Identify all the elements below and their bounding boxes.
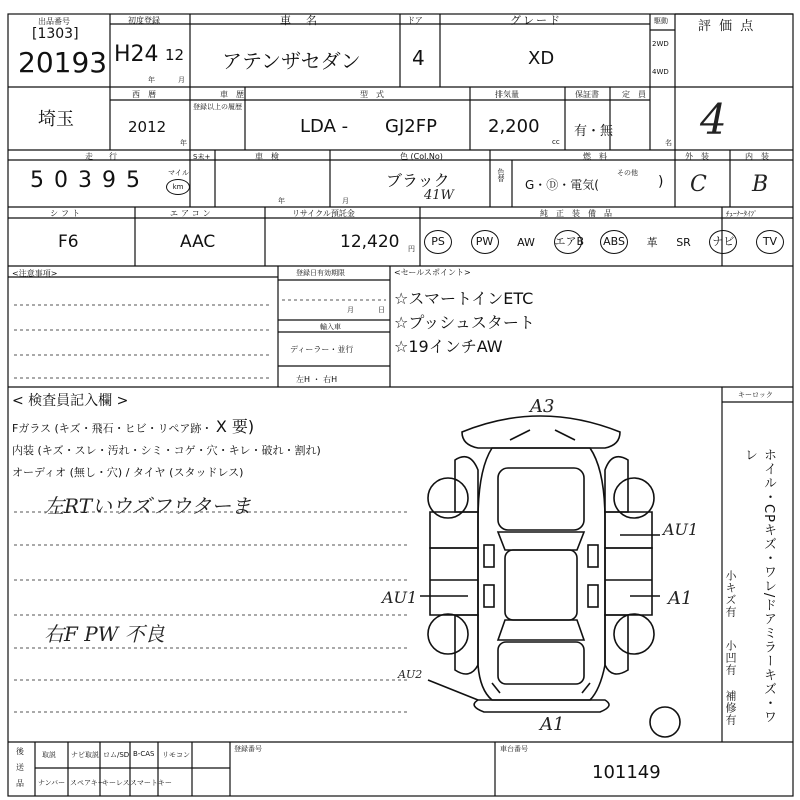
equipment-item: PW — [471, 230, 499, 254]
color-label: 色 (Col.No) — [400, 152, 443, 161]
reg-deadline-label: 登録日有効期限 — [296, 269, 345, 277]
year-unit: 年 — [180, 139, 187, 147]
chassis-number: 101149 — [592, 762, 661, 783]
footer-label-3: 品 — [16, 779, 24, 788]
footer-item: 取説 — [42, 751, 56, 759]
reg-number-label: 登録番号 — [234, 745, 262, 753]
light-right — [588, 585, 598, 607]
shift-label: シフト — [50, 209, 83, 218]
footer-item: ナンバー — [38, 779, 66, 787]
footer-item: B-CAS — [133, 750, 155, 758]
warranty-label: 保証書 — [575, 90, 599, 99]
damage-mark-left: AU1 — [382, 588, 418, 607]
equipment-item: ナビ — [709, 230, 737, 254]
prefecture: 埼玉 — [38, 109, 74, 130]
tuner-label: ﾁｭｰﾅｰﾀｲﾌﾟ — [726, 210, 758, 218]
shift-value: F6 — [58, 232, 79, 252]
mileage-digit: 9 — [102, 168, 116, 193]
car-hood — [498, 468, 584, 530]
footer-label-1: 後 — [16, 747, 24, 756]
footer-label — [16, 744, 26, 792]
handwritten-note-2: 右F PW 不良 — [44, 622, 165, 646]
footer-item: リモコン — [162, 751, 190, 759]
year-mark: 年 — [148, 76, 155, 84]
color-change-label: 色替 — [497, 168, 505, 182]
car-windshield — [498, 532, 584, 550]
recycle-label: リサイクル預託金 — [292, 209, 355, 218]
damage-mark-right-upper: AU1 — [663, 520, 699, 539]
sales-point: ☆19インチAW — [394, 337, 503, 356]
drive-label: 駆動 — [654, 17, 668, 25]
footer-item: スマートキー — [130, 779, 172, 787]
ext-value: C — [690, 172, 707, 197]
inspection-year: 年 — [278, 197, 285, 205]
type-value1: LDA - — [300, 116, 349, 137]
key-lock-label: キーロック — [738, 391, 773, 399]
mileage-digit: 5 — [126, 168, 140, 193]
type-value2: GJ2FP — [385, 116, 437, 137]
car-right-side-upper — [605, 457, 628, 512]
footer-item: ロム/SD — [103, 751, 130, 759]
footer-item: キーレス — [102, 779, 130, 787]
door-label: ドア — [407, 16, 423, 25]
ac-label: エアコン — [170, 209, 214, 218]
damage-mark-right: A1 — [668, 588, 693, 609]
sales-point: ☆スマートインETC — [394, 289, 534, 308]
equip-label: 純 正 装 備 品 — [540, 209, 612, 218]
mileage-digit: 3 — [78, 168, 92, 193]
month-mark-notes: 月 — [347, 306, 354, 314]
footer-label-2: 送 — [16, 763, 24, 772]
equipment-item: SR — [676, 235, 691, 249]
disp-value: 2,200 — [488, 116, 540, 137]
drive-2wd: 2WD — [652, 40, 669, 48]
recycle-unit: 円 — [408, 245, 415, 253]
history-note: 登録以上の履歴 — [193, 103, 242, 111]
type-label: 型 式 — [360, 90, 384, 99]
disp-label: 排気量 — [495, 90, 519, 99]
car-right-doors — [605, 548, 652, 615]
equipment-item: ABS — [600, 230, 628, 254]
footer-item: スペアキー — [70, 779, 105, 787]
car-front-bumper — [462, 416, 620, 448]
inspection-title: < 検査員記入欄 > — [12, 393, 129, 409]
first-reg-month: 12 — [165, 46, 185, 64]
mileage-label: 走 行 — [85, 152, 121, 161]
import-value: ディーラー・並行 — [290, 345, 354, 354]
grade-label: グレード — [510, 14, 562, 27]
color-code: 41W — [424, 188, 454, 203]
equipment-item: AW — [517, 235, 535, 249]
first-reg-label: 初度登録 — [128, 16, 160, 25]
fuel-other: その他 — [617, 169, 638, 177]
footer-item: ナビ取説 — [71, 751, 99, 759]
side-note-4: 補修有 — [724, 690, 737, 726]
fuel-label: 燃 料 — [583, 152, 607, 161]
damage-mark-bottom-left: AU2 — [398, 668, 423, 681]
import-label: 輸入車 — [320, 323, 341, 331]
lot-number: 20193 — [18, 46, 108, 79]
ac-value: AAC — [180, 232, 216, 252]
sales-label: <セールスポイント> — [394, 268, 471, 277]
mileage-unit-km: km — [166, 179, 190, 195]
sales-point: ☆プッシュスタート — [394, 313, 535, 332]
car-roof — [505, 550, 577, 620]
inspection-line1-text: Fガラス (キズ・飛石・ヒビ・リペア跡・ — [12, 422, 213, 435]
car-left-side-lower — [455, 615, 478, 674]
inspection-line3: オーディオ (無し・穴) / タイヤ (スタッドレス) — [12, 466, 244, 479]
int-label: 内 装 — [745, 152, 769, 161]
lot-label: 出品番号 — [38, 17, 70, 26]
handwritten-note-1: 左RTいウズフウターま — [44, 494, 252, 518]
drive-4wd: 4WD — [652, 68, 669, 76]
inspection-line1-x: X 要) — [215, 417, 255, 436]
grade-value: XD — [528, 48, 555, 69]
handle-value: 左H ・ 右H — [296, 375, 338, 384]
damage-mark-top: A3 — [530, 396, 555, 417]
month-mark: 月 — [178, 76, 185, 84]
equipment-item: エアB — [554, 230, 582, 254]
name-label: 車 名 — [280, 14, 319, 27]
year-label: 西 暦 — [132, 90, 156, 99]
mirror-left — [484, 545, 494, 567]
capacity-label: 定 員 — [622, 90, 646, 99]
first-reg-value: H24 — [114, 42, 159, 67]
year-value: 2012 — [128, 118, 167, 136]
mirror-right — [588, 545, 598, 567]
side-note-1: ホイル・CPキズ・ワレ/ドアミラーキズ・ワレ — [742, 448, 776, 725]
equipment-item: PS — [424, 230, 452, 254]
fuel-options: G・Ⓓ・電気( — [525, 178, 599, 192]
side-note-3: 小凹有 — [724, 640, 737, 676]
mileage-digit: 0 — [54, 168, 68, 193]
int-value: B — [752, 172, 769, 197]
inspection-label: 車 検 — [255, 152, 279, 161]
spare-tire — [650, 707, 680, 737]
ext-label: 外 装 — [685, 152, 709, 161]
history-label: 車 歴 — [220, 90, 244, 99]
equipment-item: TV — [756, 230, 784, 254]
chassis-label: 車台番号 — [500, 745, 528, 753]
car-trunk — [498, 642, 584, 684]
color-value: ブラック — [386, 171, 450, 190]
side-note-2: 小キズ有 — [724, 570, 737, 618]
warranty-value: 有・無 — [574, 124, 614, 139]
inspection-month: 月 — [342, 197, 349, 205]
light-left — [484, 585, 494, 607]
tire-rear-left — [428, 614, 468, 654]
damage-mark-bottom: A1 — [540, 714, 565, 735]
lot-sub: [1303] — [32, 26, 79, 42]
caution-label: <注意事項> — [12, 269, 58, 278]
car-body-outline — [478, 448, 605, 700]
mileage-unit-mile: マイル — [168, 169, 189, 177]
mileage-digit: 5 — [30, 168, 44, 193]
capacity-unit: 名 — [665, 139, 672, 147]
car-rear-bumper — [474, 700, 609, 712]
car-left-doors — [430, 548, 478, 615]
door-value: 4 — [412, 46, 425, 70]
equipment-item: 革 — [646, 236, 658, 249]
tire-rear-right — [614, 614, 654, 654]
inspection-line2: 内装 (キズ・スレ・汚れ・シミ・コゲ・穴・キレ・破れ・割れ) — [12, 444, 321, 457]
smeter-label: S未+ — [193, 153, 211, 161]
score-label: 評 価 点 — [698, 19, 756, 34]
disp-unit: cc — [552, 138, 560, 146]
fuel-close: ) — [658, 174, 664, 190]
car-name: アテンザセダン — [222, 49, 361, 73]
score-value: 4 — [700, 95, 727, 144]
day-mark-notes: 日 — [378, 306, 385, 314]
car-rear-window — [498, 620, 584, 640]
recycle-value: 12,420 — [340, 232, 400, 252]
